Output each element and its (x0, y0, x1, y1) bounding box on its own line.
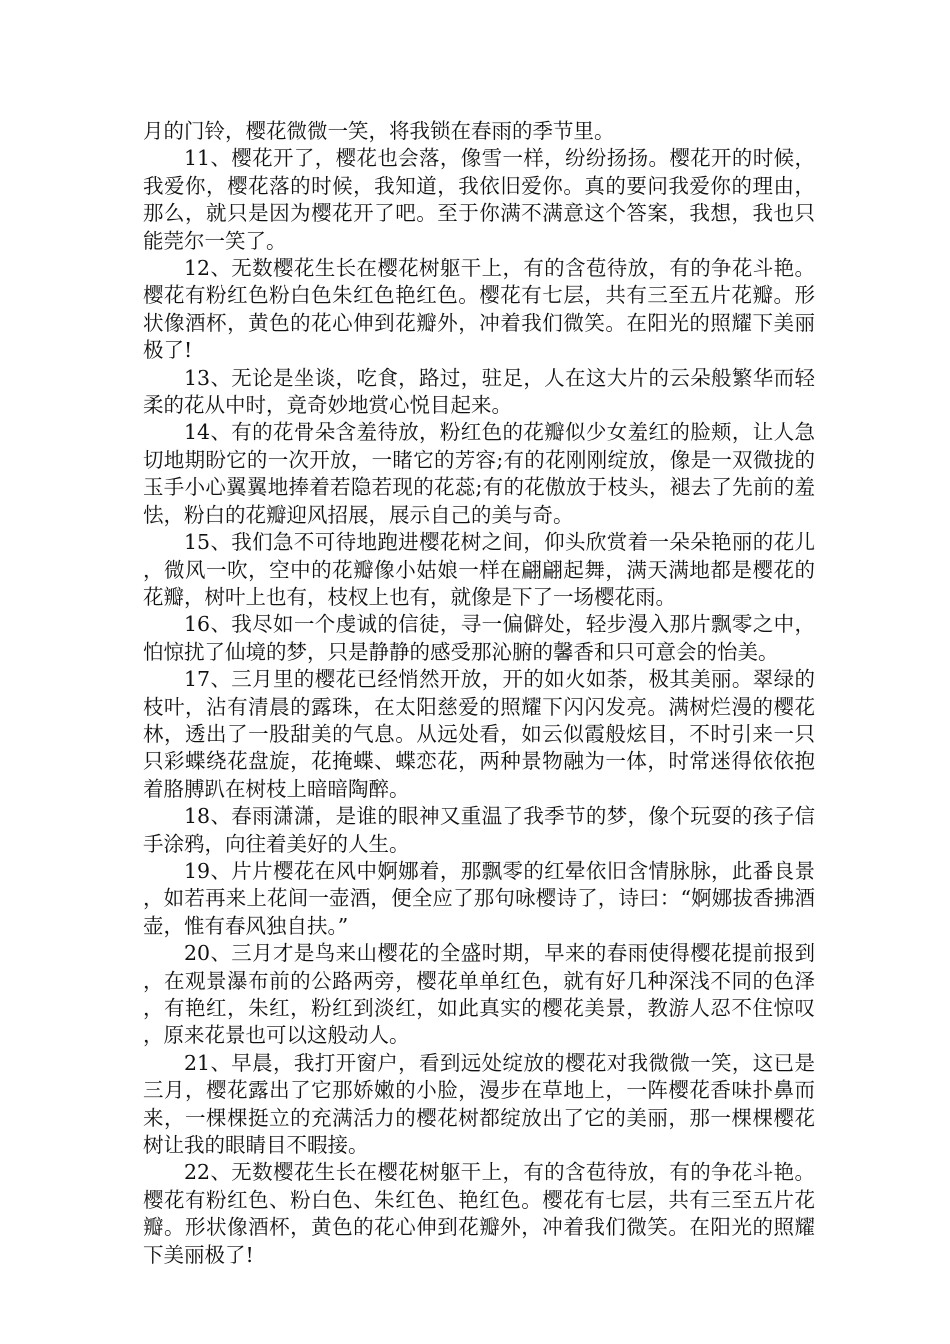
paragraph-14: 14、有的花骨朵含羞待放，粉红色的花瓣似少女羞红的脸颊，让人急切地期盼它的一次开放，一睹它的芳容;有的花刚刚绽放，像是一双微拢的玉手小心翼翼地捧着若隐若现的花蕊;有的花傲放于枝头，褪去了先前的羞怯，粉白的花瓣迎风招展，展示自己的美与奇。 (143, 420, 815, 527)
paragraph-continuation: 月的门铃，樱花微微一笑，将我锁在春雨的季节里。 (143, 119, 615, 143)
paragraph-22: 22、无数樱花生长在樱花树躯干上，有的含苞待放，有的争花斗艳。樱花有粉红色、粉白色、朱红色、艳红色。樱花有七层，共有三至五片花瓣。形状像酒杯，黄色的花心伸到花瓣外，冲着我们微笑。在阳光的照耀下美丽极了! (143, 1160, 815, 1267)
paragraph-17: 17、三月里的樱花已经悄然开放，开的如火如荼，极其美丽。翠绿的枝叶，沾有清晨的露珠，在太阳慈爱的照耀下闪闪发亮。满树烂漫的樱花林，透出了一股甜美的气息。从远处看，如云似霞般炫目，不时引来一只只彩蝶绕花盘旋，花掩蝶、蝶恋花，两种景物融为一体，时常迷得依依抱着胳膊趴在树枝上暗暗陶醉。 (143, 667, 815, 801)
paragraph-21: 21、早晨，我打开窗户，看到远处绽放的樱花对我微微一笑，这已是三月，樱花露出了它那娇嫩的小脸，漫步在草地上，一阵樱花香味扑鼻而来，一棵棵挺立的充满活力的樱花树都绽放出了它的美丽，那一棵棵樱花树让我的眼睛目不暇接。 (143, 1050, 815, 1158)
paragraph-20: 20、三月才是鸟来山樱花的全盛时期，早来的春雨使得樱花提前报到，在观景瀑布前的公路两旁，樱花单单红色，就有好几种深浅不同的色泽，有艳红，朱红，粉红到淡红，如此真实的樱花美景，教游人忍不住惊叹，原来花景也可以这般动人。 (143, 941, 815, 1048)
paragraph-16: 16、我尽如一个虔诚的信徒，寻一偏僻处，轻步漫入那片飘零之中，怕惊扰了仙境的梦，只是静静的感受那沁腑的馨香和只可意会的怡美。 (143, 612, 815, 664)
paragraph-19: 19、片片樱花在风中婀娜着，那飘零的红晕依旧含情脉脉，此番良景，如若再来上花间一壶酒，便全应了那句咏樱诗了，诗曰：“婀娜拔香拂酒壶，惟有春风独自扶。” (143, 858, 815, 938)
document-body (143, 118, 815, 1269)
paragraph-12: 12、无数樱花生长在樱花树躯干上，有的含苞待放，有的争花斗艳。樱花有粉红色粉白色朱红色艳红色。樱花有七层，共有三至五片花瓣。形状像酒杯，黄色的花心伸到花瓣外，冲着我们微笑。在阳光的照耀下美丽极了! (143, 256, 815, 363)
paragraph-18: 18、春雨潇潇，是谁的眼神又重温了我季节的梦，像个玩耍的孩子信手涂鸦，向往着美好的人生。 (143, 804, 815, 856)
paragraph-11: 11、樱花开了，樱花也会落，像雪一样，纷纷扬扬。樱花开的时候，我爱你，樱花落的时候，我知道，我依旧爱你。真的要问我爱你的理由，那么，就只是因为樱花开了吧。至于你满不满意这个答案，我想，我也只能莞尔一笑了。 (143, 146, 815, 253)
paragraph-15: 15、我们急不可待地跑进樱花树之间，仰头欣赏着一朵朵艳丽的花儿，微风一吹，空中的花瓣像小姑娘一样在翩翩起舞，满天满地都是樱花的花瓣，树叶上也有，枝杈上也有，就像是下了一场樱花雨。 (143, 530, 815, 609)
paragraph-13: 13、无论是坐谈，吃食，路过，驻足，人在这大片的云朵般繁华而轻柔的花从中时，竟奇妙地赏心悦目起来。 (143, 365, 815, 418)
